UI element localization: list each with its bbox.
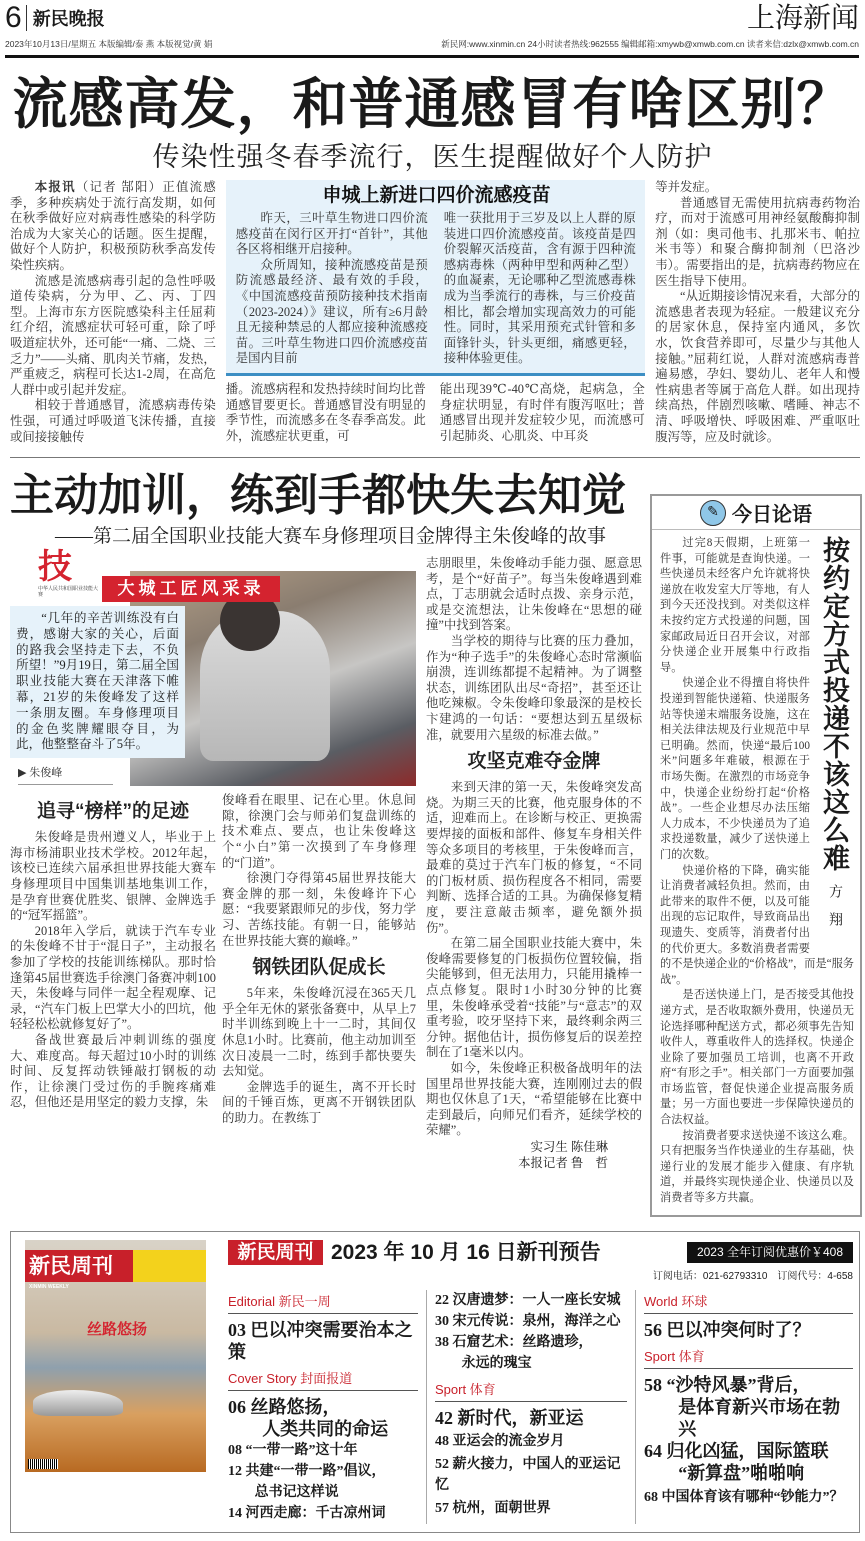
paragraph: 2018年入学后，就读于汽车专业的朱俊峰不甘于“混日子”，主动报名参加了学校的技能训练梯队。那时恰逢第45届世赛选手徐澳门备赛冲刺100天，朱俊峰与同伴一起全程观摩、记录，“汽车门板上巴掌大小的凹坑，他轻轻松松就修复好了”。: [10, 923, 216, 1032]
toc-divider: [426, 1290, 427, 1524]
toc-col-a: [228, 1286, 418, 1524]
article1-col4: [655, 180, 860, 445]
weekly-masthead: 新民周刊: [228, 1240, 323, 1265]
masthead-rule: [5, 55, 859, 58]
paragraph: 在第二届全国职业技能大赛中，朱俊峰需要修复的门板损伤位置较偏，指尖能够到，但无法用力，只能用撬棒一点点修复。限时1小时30分钟的比赛里，朱俊峰承受着“技能”与“意志”的双重考验，咬牙坚持下来，最终剩余两三分钟。据他估计，损伤修复后的误差控制在了1毫米以内。: [426, 936, 642, 1060]
toc-section: Sport 体育: [435, 1379, 627, 1402]
paragraph: 快递价格的下降，确实能让消费者减轻负担。然而，由此带来的取件不便，以及可能出现的忘记取件，导致商品出现遗失、变质等，消费者付出的代价更大。多数消费者需要的不是快递企业的“价格战”，而是“服务战”。: [660, 864, 854, 986]
headline: 流感高发，和普通感冒有啥区别？: [12, 73, 853, 135]
commentary-title: 按约定方式投递不该这么难: [819, 536, 849, 873]
toc-item: 永远的瑰宝: [461, 1355, 532, 1371]
article1-col2: [226, 382, 426, 444]
date-line: 2023年10月13日/星期五 本版编辑/泰 燕 本版视觉/黄 娟: [5, 39, 213, 49]
price-banner: 2023 全年订阅优惠价￥408: [687, 1242, 853, 1263]
weekly-ad: [10, 1231, 860, 1533]
paragraph: 普通感冒无需使用抗病毒药物治疗，而对于流感可用神经氨酸酶抑制剂（如：奥司他韦、扎那米韦、帕拉米韦等）和聚合酶抑制剂（巴洛沙韦）。需要指出的是，抗病毒药物应在医生指导下使用。: [655, 195, 860, 288]
paragraph: 播。流感病程和发热持续时间均比普通感冒要更长。普通感冒没有明显的季节性，而流感多在冬春季高发。此外，流感症状更重，可: [225, 381, 426, 443]
paragraph: 当学校的期待与比赛的压力叠加，作为“种子选手”的朱俊峰心态时常濒临崩溃，连训练都提不起精神。为了调整状态，训练团队出尽“奇招”，甚至还让他吃辣椒。令朱俊峰印象最深的是校长卞建鸿的一句话：“要想达到五星级标准，就要用六星级的标准去做。”: [426, 634, 642, 742]
subscribe-info: 订阅电话：021-62793310 订阅代号：4-658: [652, 1270, 853, 1282]
logo-text: 中华人民共和国职业技能大赛: [38, 586, 99, 599]
issue-headline: 2023 年 10 月 16 日新刊预告: [331, 1240, 601, 1264]
toc-section: World 环球: [644, 1291, 853, 1314]
paragraph: 众所周知，接种流感疫苗是预防流感最经济、最有效的手段，《中国流感疫苗预防接种技术指南（2023-2024）》建议，所有≥6月龄且无接种禁忌的人都应接种流感疫苗。三叶草生物进口四价流感疫苗是国内目前: [235, 257, 428, 366]
toc-item: 14 河西走廊：千古凉州词: [228, 1505, 386, 1521]
quote-text: “几年的辛苦训练没有白费，感谢大家的关心，后面的路我会坚持走下去，不负所望！”9月19日，第二届全国职业技能大赛在天津落下帷幕，21岁的朱俊峰发了这样一条朋友圈。车身修理项目的金色奖牌耀眼夺目，为此，他整整奋斗了5年。: [16, 611, 180, 752]
toc-item: 08 “一带一路”这十年: [228, 1442, 358, 1458]
commentary-box: [650, 494, 862, 1217]
subheading: 钢铁团队促成长: [252, 957, 386, 979]
toc-item: 64 归化凶猛，国际篮联: [644, 1440, 829, 1461]
contact-line: 新民网:www.xinmin.cn 24小时读者热线:962555 编辑邮箱:xmywb@xmwb.com.cn 读者来信:dzlx@xmwb.com.cn: [441, 39, 859, 49]
toc-item: 22 汉唐遗梦：一人一座长安城: [435, 1292, 621, 1308]
toc-item: 06 丝路悠扬，: [228, 1396, 341, 1417]
subheading: 追寻“榜样”的足迹: [36, 801, 189, 823]
article2: [10, 458, 650, 1171]
paper-name: 新民晚报: [32, 9, 105, 29]
sidebar-box-vaccine: [226, 180, 646, 376]
subheadline: ——第二届全国职业技能大赛车身修理项目金牌得主朱俊峰的故事: [55, 526, 607, 548]
paragraph: 如今，朱俊峰正积极备战明年的法国里昂世界技能大赛，连刚刚过去的假期也仅休息了1天，“希望能够在比赛中走到最后，向师兄们看齐，延续学校的荣耀”。: [426, 1060, 642, 1138]
toc-divider: [635, 1290, 636, 1524]
article1-middle: [226, 180, 646, 444]
divider: [26, 5, 27, 31]
commentary-body: [652, 530, 860, 1207]
paragraph: 快递企业不得擅自将快件投递到智能快递箱、快递服务站等快递末端服务设施，这在相关法律法规及行业规范中早已明确。然而，快递“最后100米”问题多年难破，根源在于市场失衡。在激烈的市场竞争中，快递企业纷纷打起“价格战”。一些企业想尽办法压缩人力成本，不少快递员为了追求投递数量，减少了送快递上门的次数。: [660, 677, 810, 861]
paragraph: 昨天，三叶草生物进口四价流感疫苗在闵行区开打“首针”，其他各区将相继开启接种。: [235, 211, 428, 257]
lead-tag: 本报讯: [34, 180, 76, 194]
paragraph: 备战世赛最后冲刺训练的强度大、难度高。每天超过10小时的训练时间、反复挥动铁锤敲打钢板的动作，让徐澳门受过伤的手腕疼痛难忍，但他还是用坚定的毅力支撑，朱: [10, 1032, 216, 1110]
commentary-title-block: [814, 536, 854, 940]
cover-brand-en: XINMIN WEEKLY: [29, 1283, 69, 1290]
toc-item: 52 薪火接力，中国人的亚运记忆: [435, 1456, 621, 1493]
article2-col3: [426, 556, 642, 1171]
toc-item: 38 石窟艺术：丝路遗珍，: [435, 1334, 593, 1350]
ad-content: [228, 1240, 853, 1524]
byline: 实习生 陈佳琳: [530, 1139, 608, 1154]
box-title: 申城上新进口四价流感疫苗: [322, 185, 551, 206]
pen-icon: ✎: [700, 500, 726, 526]
paragraph: 是否送快递上门，是否接受其他投递方式，是否收取额外费用，快递员无论选择哪种配送方式，都必须事先告知收件人，尊重收件人的选择权。快递企业除了要加强员工培训，也离不开政府“有形之手”。相关部门一方面要加强市场监管，督促快递企业提高服务质量；另一方面也要进一步保障快递员的合法权益。: [660, 989, 854, 1127]
toc-item: 48 亚运会的流金岁月: [435, 1433, 565, 1449]
paragraph: 相较于普通感冒，流感病毒传染性强，可通过呼吸道飞沫传播，直接或间接接触传: [10, 398, 216, 444]
paragraph: 朱俊峰是贵州遵义人，毕业于上海市杨浦职业技术学校。2012年起，该校已连续六届承担世界技能大赛车身修理项目中国集训基地集训工作，是孕育世赛优胜奖、银牌、金牌选手的“冠军摇篮”。: [10, 830, 216, 923]
paragraph: 5年来，朱俊峰沉浸在365天几乎全年无休的紧张备赛中，从早上7时半训练到晚上十一二时，其间仅休息1小时。比赛前，他主动加训至次日凌晨一二时，练到手都快要失去知觉。: [222, 986, 416, 1079]
paragraph: 志朋眼里，朱俊峰动手能力强、愿意思考，是个“好苗子”。每当朱俊峰遇到难点，丁志朋就会适时点拨、亲身示范，或是交流想法，让朱俊峰在“思想的碰撞”中找到答案。: [426, 556, 642, 633]
column-badge: [102, 576, 280, 602]
paragraph: 按消费者要求送快递不该这么难。只有把服务当作快递业的生存基础，快递行业的发展才能步入健康、有序轨道，并最终实现快递企业、快递员以及消费者等多方共赢。: [660, 1129, 854, 1205]
badge-text: 大城工匠风采录: [117, 579, 265, 599]
headline: 主动加训，练到手都快失去知觉: [10, 471, 626, 521]
article1-col1: [10, 180, 216, 445]
toc-item: 总书记这样说: [254, 1484, 339, 1500]
toc-item: 57 杭州，面朝世界: [435, 1500, 551, 1516]
paragraph: 俊峰看在眼里、记在心里。休息间隙，徐澳门会与师弟们复盘训练的技术难点、要点，也让朱俊峰这个“小白”第一次摸到了车身修理的“门道”。: [222, 793, 416, 870]
masthead: [0, 0, 865, 58]
paragraph: 能出现39℃-40℃高烧，起病急，全身症状明显，有时伴有腹泻呕吐；普通感冒出现并发症较少见，而流感可引起肺炎、心肌炎、中耳炎: [439, 381, 645, 443]
box-col-left: [236, 211, 428, 367]
cover-brand: 新民周刊: [29, 1253, 113, 1278]
toc-item: 56 巴以冲突何时了？: [644, 1319, 811, 1340]
paragraph: 金牌选手的诞生，离不开长时间的千锤百炼，更离不开钢铁团队的助力。在教练丁: [222, 1079, 416, 1125]
toc-col-b: [435, 1286, 627, 1519]
commentary-author: 方翔: [827, 884, 842, 941]
section-name: 上海新闻: [746, 2, 859, 33]
article2-left: [10, 549, 416, 1126]
magazine-cover[interactable]: [25, 1240, 206, 1472]
article1-col3: [440, 382, 645, 444]
toc-section: Cover Story 封面报道: [228, 1368, 418, 1391]
toc-item: 人类共同的命运: [262, 1418, 389, 1439]
toc-item: “新算盘”啪啪响: [678, 1462, 805, 1483]
toc-item: 68 中国体育该有哪种“钞能力”？: [644, 1489, 844, 1505]
column-name: 今日论语: [732, 504, 812, 527]
toc-col-c: [644, 1286, 853, 1508]
paragraph: 唯一获批用于三岁及以上人群的原装进口四价流感疫苗。该疫苗是四价裂解灭活疫苗，含有源于四种流感病毒株（两种甲型和两种乙型）的血凝素，无论哪种乙型流感毒株成为当季流行的毒株，与三价疫苗相比，都会增加实现高效力的可能性。同时，其采用预充式针管和多面锋针头，针头更细，痛感更轻，接种体验更佳。: [443, 211, 636, 366]
toc-item: 58 “沙特风暴”背后，: [644, 1374, 811, 1395]
toc-item: 30 宋元传说：泉州，海洋之心: [435, 1313, 621, 1329]
toc-item: 是体育新兴市场在勃兴: [678, 1396, 841, 1439]
photo-area: [10, 549, 416, 785]
cover-title: 丝路悠扬: [87, 1320, 148, 1338]
byline: 本报记者 鲁 哲: [518, 1155, 608, 1170]
article2-col1: [10, 793, 216, 1111]
toc-section: Editorial 新民一周: [228, 1291, 418, 1314]
paragraph: 等并发症。: [655, 180, 718, 194]
paragraph: 过完8天假期，上班第一件事，可能就是查询快递。一些快递员未经客户允许就将快递放在收发室大厅等地，有人到今天还没找到。对类似这样未按约定方式投递的问题，国家邮政局近日召开会议，对部分快递企业开展集中行政指导。: [660, 537, 810, 674]
competition-logo: 技 中华人民共和国职业技能大赛: [38, 549, 99, 599]
toc-item: 42 新时代，新亚运: [435, 1407, 584, 1428]
subheadline: 传染性强冬春季流行，医生提醒做好个人防护: [152, 142, 713, 172]
paragraph: 徐澳门夺得第45届世界技能大赛金牌的那一刻，朱俊峰许下心愿：“我要紧跟师兄的步伐，努力学习、苦练技能。有朝一日，能够站在世界技能大赛的巅峰。”: [222, 871, 416, 948]
page-number: 6: [5, 1, 22, 34]
box-col-right: [444, 211, 636, 367]
photo-caption: ▶ 朱俊峰: [18, 766, 113, 785]
paragraph: 本报讯（记者 郜阳）正值流感季，多种疾病处于流行高发期，如何在秋季做好应对病毒性感染的科学防治成为大家关心的话题。医生提醒，做好个人防护，积极预防秋季高发传染性疾病。: [10, 180, 216, 272]
toc-section: Sport 体育: [644, 1346, 853, 1369]
toc-item: 03 巴以冲突需要治本之策: [228, 1319, 413, 1362]
pull-quote: [10, 606, 185, 758]
toc-item: 12 共建“一带一路”倡议，: [228, 1463, 386, 1479]
commentary-header: [652, 496, 860, 530]
paragraph: 来到天津的第一天，朱俊峰突发高烧。为期三天的比赛，他克服身体的不适，迎难而上。在诊断与校正、更换需要焊接的面板和部件、修复车身相关件等众多项目的考核里，于朱俊峰而言，最难的莫过于汽车门板的修复，“不同的门板材质、损伤程度各不相同，需要判断、选择合适的工具。为确保修复精度，要注意敲击频率，避免额外损伤”。: [426, 780, 642, 935]
article2-row: [0, 458, 865, 1217]
subheading: 攻坚克难夺金牌: [467, 751, 601, 773]
article1: [0, 174, 865, 445]
article2-col2: [222, 793, 416, 1126]
paragraph: 流感是流感病毒引起的急性呼吸道传染病，分为甲、乙、丙、丁四型。上海市东方医院感染科主任屈莉红介绍，流感症状可轻可重，除了呼吸道症状外，还可能“一痛、二烧、三乏力”——头痛、肌肉关节痛，发热，严重疲乏，病程可长达1-2周，在高危人群中或引起并发症。: [10, 273, 216, 397]
paragraph: “从近期接诊情况来看，大部分的流感患者表现为轻症。一般建议充分的居家休息，保持室内通风，多饮水，饮食营养即可，尽量少与其他人接触。”屈莉红说，人群对流感病毒普遍易感，孕妇、婴幼儿、老年人和慢性病患者等属于高危人群。如出现持续高热，伴剧烈咳嗽、嗜睡、神志不清、呼吸增快、呼吸困难、严重呕吐腹泻等，应及时就诊。: [655, 289, 860, 444]
